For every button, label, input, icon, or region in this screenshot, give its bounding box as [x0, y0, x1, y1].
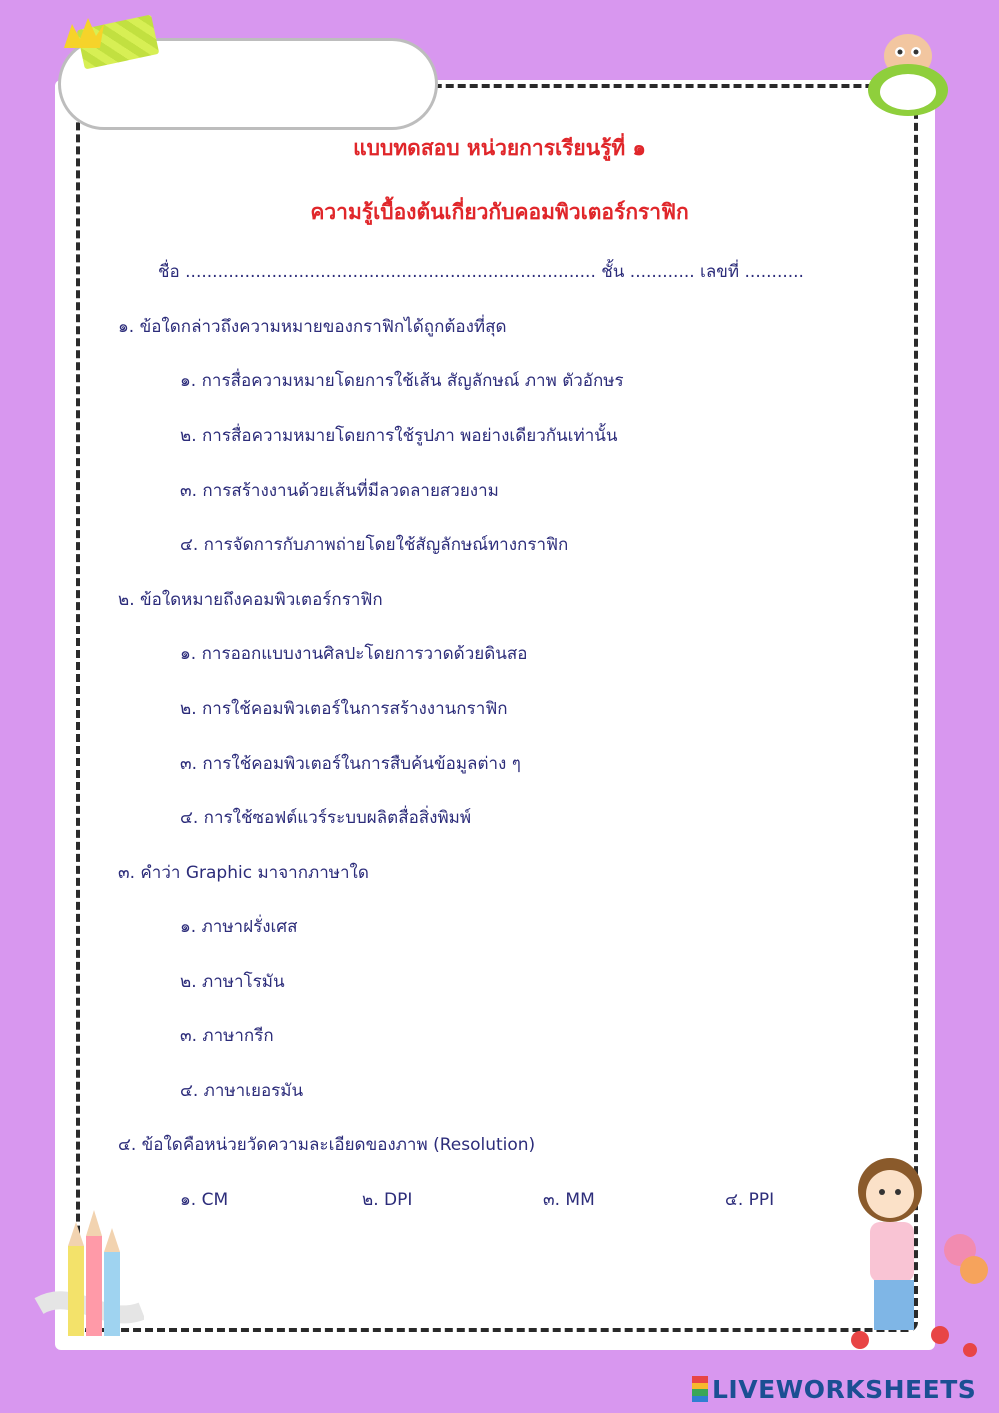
liveworksheets-badge-icon [692, 1376, 708, 1402]
q4-choice-2[interactable]: ๒. DPI [362, 1190, 413, 1210]
worksheet-title: แบบทดสอบ หน่วยการเรียนรู้ที่ ๑ [353, 136, 646, 160]
q1-choice-3[interactable]: ๓. การสร้างงานด้วยเส้นที่มีลวดลายสวยงาม [180, 481, 499, 501]
q1-choice-4[interactable]: ๔. การจัดการกับภาพถ่ายโดยใช้สัญลักษณ์ทางกราฟิก [180, 535, 569, 555]
q3-choice-4[interactable]: ๔. ภาษาเยอรมัน [180, 1081, 304, 1101]
q2-choice-1[interactable]: ๑. การออกแบบงานศิลปะโดยการวาดด้วยดินสอ [180, 644, 528, 664]
question-4: ๔. ข้อใดคือหน่วยวัดความละเอียดของภาพ (Resolution) [118, 1135, 536, 1155]
q1-choice-2[interactable]: ๒. การสื่อความหมายโดยการใช้รูปภา พอย่างเดียวกันเท่านั้น [180, 426, 618, 446]
question-3: ๓. คำว่า Graphic มาจากภาษาใด [118, 863, 369, 883]
q2-choice-3[interactable]: ๓. การใช้คอมพิวเตอร์ในการสืบค้นข้อมูลต่าง ๆ [180, 754, 521, 774]
q2-choice-4[interactable]: ๔. การใช้ซอฟต์แวร์ระบบผลิตสื่อสิ่งพิมพ์ [180, 808, 472, 828]
student-info-line[interactable]: ชื่อ ............................................................................ ชั้น ............ เลขที่ ........... [158, 262, 804, 282]
q3-choice-3[interactable]: ๓. ภาษากรีก [180, 1026, 274, 1046]
q4-choice-3[interactable]: ๓. MM [543, 1190, 595, 1210]
q2-choice-2[interactable]: ๒. การใช้คอมพิวเตอร์ในการสร้างงานกราฟิก [180, 699, 508, 719]
q3-choice-1[interactable]: ๑. ภาษาฝรั่งเศส [180, 917, 298, 937]
q4-choice-4[interactable]: ๔. PPI [725, 1190, 775, 1210]
brand-name: LIVEWORKSHEETS [712, 1374, 977, 1404]
question-1: ๑. ข้อใดกล่าวถึงความหมายของกราฟิกได้ถูกต้องที่สุด [118, 317, 507, 337]
worksheet-subtitle: ความรู้เบื้องต้นเกี่ยวกับคอมพิวเตอร์กราฟิก [310, 200, 689, 224]
question-2: ๒. ข้อใดหมายถึงคอมพิวเตอร์กราฟิก [118, 590, 383, 610]
q3-choice-2[interactable]: ๒. ภาษาโรมัน [180, 972, 285, 992]
q4-choice-1[interactable]: ๑. CM [180, 1190, 229, 1210]
q1-choice-1[interactable]: ๑. การสื่อความหมายโดยการใช้เส้น สัญลักษณ์ ภาพ ตัวอักษร [180, 371, 624, 391]
liveworksheets-logo[interactable] [692, 1372, 992, 1406]
